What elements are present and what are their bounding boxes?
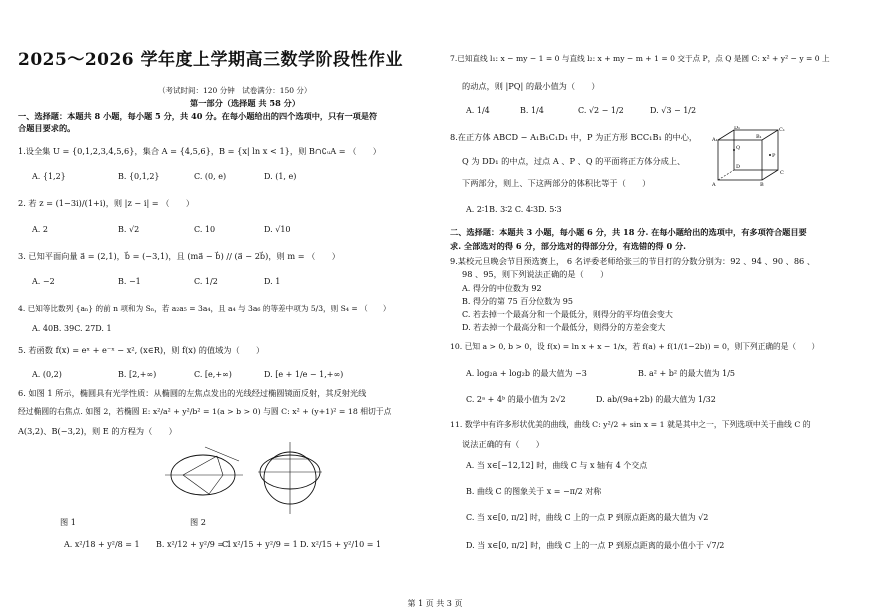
question-11-line2: 说法正确的有（ ）: [462, 439, 544, 449]
cube-label-c: C: [780, 170, 784, 176]
question-1: 1.设全集 U = {0,1,2,3,4,5,6}，集合 A = {4,5,6}，B = {x| ln x < 1}，则 B∩∁ᵤA = （ ）: [18, 146, 381, 156]
question-3: 3. 已知平面向量 a⃗ = (2,1)，b⃗ = (−3,1)，且 (ma⃗ − b⃗) // (a⃗ − 2b⃗)，则 m = （ ）: [18, 251, 340, 261]
q11-option-a[interactable]: A. 当 x∈[−12,12] 时，曲线 C 与 x 轴有 4 个交点: [466, 461, 648, 470]
cube-figure: [712, 126, 792, 188]
q7-option-d[interactable]: D. √3 − 1/2: [650, 106, 697, 115]
question-7-line1: 7.已知直线 l₁: x − my − 1 = 0 与直线 l₂: x + my − m + 1 = 0 交于点 P，点 Q 是圆 C: x² + y² − y = 0 上: [450, 54, 830, 63]
section2-title: 二、选择题：本题共 3 小题，每小题 6 分，共 18 分. 在每小题给出的选项中，有多项符合题目要: [450, 227, 807, 237]
q5-option-c[interactable]: C. [e,+∞): [194, 370, 232, 379]
page-footer: 第 1 页 共 3 页: [407, 599, 463, 608]
page-title: 2025～2026 学年度上学期高三数学阶段性作业: [18, 50, 404, 70]
cube-label-d1: D₁: [734, 126, 741, 131]
q6-option-d[interactable]: D. x²/15 + y²/10 = 1: [300, 540, 382, 549]
figure-2-caption: 图 2: [190, 517, 206, 527]
q6-option-a[interactable]: A. x²/18 + y²/8 = 1: [64, 540, 140, 549]
q6-option-b[interactable]: B. x²/12 + y²/9 = 1: [156, 540, 232, 549]
question-9-line2: 98 、95，则下列说法正确的是（ ）: [462, 269, 609, 279]
q4-options[interactable]: A. 40B. 39C. 27D. 1: [32, 324, 112, 333]
q5-option-a[interactable]: A. (0,2): [32, 370, 62, 379]
section1-title-cont: 合题目要求的。: [18, 123, 76, 133]
question-6-line2: 经过椭圆的右焦点. 如图 2，若椭圆 E: x²/a² + y²/b² = 1(a > b > 0) 与圆 C: x² + (y+1)² = 18 相切于点: [18, 407, 392, 416]
question-9-line1: 9.某校元旦晚会节目预选赛上， 6 名评委老师给张三的节目打的分数分别为：92 、94 、90 、86 、: [450, 256, 816, 266]
question-6-line3: A(3,2)、B(−3,2)，则 E 的方程为（ ）: [18, 426, 177, 436]
q9-option-c[interactable]: C. 若去掉一个最高分和一个最低分，则得分的平均值会变大: [462, 310, 673, 319]
question-6-line1: 6. 如图 1 所示，椭圆具有光学性质：从椭圆的左焦点发出的光线经过椭圆镜面反射，其反射光线: [18, 388, 367, 398]
question-5: 5. 若函数 f(x) = eˣ + e⁻ˣ − x², (x∈R)，则 f(x) 的值域为（ ）: [18, 345, 265, 355]
q5-option-d[interactable]: D. [e + 1/e − 1,+∞): [264, 370, 344, 379]
q9-option-a[interactable]: A. 得分的中位数为 92: [462, 284, 542, 293]
q11-option-b[interactable]: B. 曲线 C 的图象关于 x = −π/2 对称: [466, 487, 602, 496]
q5-option-b[interactable]: B. [2,+∞): [118, 370, 157, 379]
q2-option-b[interactable]: B. √2: [118, 225, 140, 234]
q3-option-d[interactable]: D. 1: [264, 277, 281, 286]
figure-1-ellipse: [165, 445, 245, 505]
question-10: 10. 已知 a > 0, b > 0，设 f(x) = ln x + x − 1/x，若 f(a) + f(1/(1−2b)) = 0，则下列正确的是（ ）: [450, 342, 820, 351]
q8-options[interactable]: A. 2∶1B. 3∶2 C. 4∶3D. 5∶3: [466, 205, 562, 214]
q10-option-b[interactable]: B. a² + b² 的最大值为 1/5: [638, 369, 736, 378]
question-8-line3: 下两部分，则上、下这两部分的体积比等于（ ）: [462, 178, 651, 188]
q9-option-d[interactable]: D. 若去掉一个最高分和一个最低分，则得分的方差会变大: [462, 323, 666, 332]
section1-title: 一、选择题：本题共 8 小题，每小题 5 分，共 40 分。在每小题给出的四个选项中，只有一项是符: [18, 111, 378, 121]
q1-option-a[interactable]: A. {1,2}: [32, 172, 66, 181]
section2-title-cont: 求. 全部选对的得 6 分，部分选对的得部分分，有选错的得 0 分.: [450, 241, 687, 251]
q3-option-a[interactable]: A. −2: [32, 277, 55, 286]
q10-option-d[interactable]: D. ab/(9a+2b) 的最大值为 1/32: [596, 395, 716, 404]
q2-option-c[interactable]: C. 10: [194, 225, 216, 234]
q2-option-a[interactable]: A. 2: [32, 225, 48, 234]
question-8-line2: Q 为 DD₁ 的中点，过点 A 、P 、Q 的平面将正方体分成上、: [462, 156, 686, 166]
cube-label-b1: B₁: [756, 134, 762, 140]
question-2: 2. 若 z = (1−3i)/(1+i)，则 |z − i| = （ ）: [18, 198, 195, 208]
cube-label-c1: C₁: [779, 127, 785, 133]
question-11-line1: 11. 数学中有许多形状优美的曲线，曲线 C: y²/2 + sin x = 1 就是其中之一，下列选项中关于曲线 C 的: [450, 420, 811, 429]
cube-label-p: P: [772, 153, 776, 159]
part1-heading: 第一部分（选择题 共 58 分）: [190, 98, 301, 108]
question-7-line2: 的动点，则 |PQ| 的最小值为（ ）: [462, 81, 600, 91]
cube-label-a: A: [712, 182, 716, 188]
q11-option-d[interactable]: D. 当 x∈[0, π/2] 时，曲线 C 上的一点 P 到原点距离的最小值小于 √7/2: [466, 541, 725, 550]
q7-option-c[interactable]: C. √2 − 1/2: [578, 106, 624, 115]
figure-2-ellipse-circle: [256, 442, 324, 514]
q1-option-c[interactable]: C. (0, e): [194, 172, 227, 181]
figure-1-caption: 图 1: [60, 517, 76, 527]
q7-option-a[interactable]: A. 1/4: [466, 106, 490, 115]
q6-option-c[interactable]: C. x²/15 + y²/9 = 1: [222, 540, 298, 549]
q3-option-b[interactable]: B. −1: [118, 277, 141, 286]
q10-option-a[interactable]: A. log₂a + log₂b 的最大值为 −3: [466, 369, 587, 378]
q3-option-c[interactable]: C. 1/2: [194, 277, 218, 286]
q2-option-d[interactable]: D. √10: [264, 225, 291, 234]
question-4: 4. 已知等比数列 {aₙ} 的前 n 项和为 Sₙ，若 a₂a₅ = 3a₄，且 a₄ 与 3a₆ 的等差中项为 5/3，则 S₄ = （ ）: [18, 304, 391, 313]
cube-label-b: B: [760, 182, 764, 188]
exam-info: （考试时间：120 分钟 试卷满分：150 分）: [158, 86, 312, 95]
q1-option-b[interactable]: B. {0,1,2}: [118, 172, 160, 181]
q1-option-d[interactable]: D. (1, e): [264, 172, 297, 181]
q7-option-b[interactable]: B. 1/4: [520, 106, 544, 115]
cube-label-q: Q: [736, 145, 741, 151]
question-8-line1: 8.在正方体 ABCD − A₁B₁C₁D₁ 中，P 为正方形 BCC₁B₁ 的中心，: [450, 132, 698, 142]
q11-option-c[interactable]: C. 当 x∈[0, π/2] 时，曲线 C 上的一点 P 到原点距离的最大值为 √2: [466, 513, 709, 522]
cube-label-a1: A₁: [712, 137, 718, 143]
cube-label-d: D: [736, 164, 741, 170]
q9-option-b[interactable]: B. 得分的第 75 百分位数为 95: [462, 297, 573, 306]
q10-option-c[interactable]: C. 2ᵃ + 4ᵇ 的最小值为 2√2: [466, 395, 566, 404]
